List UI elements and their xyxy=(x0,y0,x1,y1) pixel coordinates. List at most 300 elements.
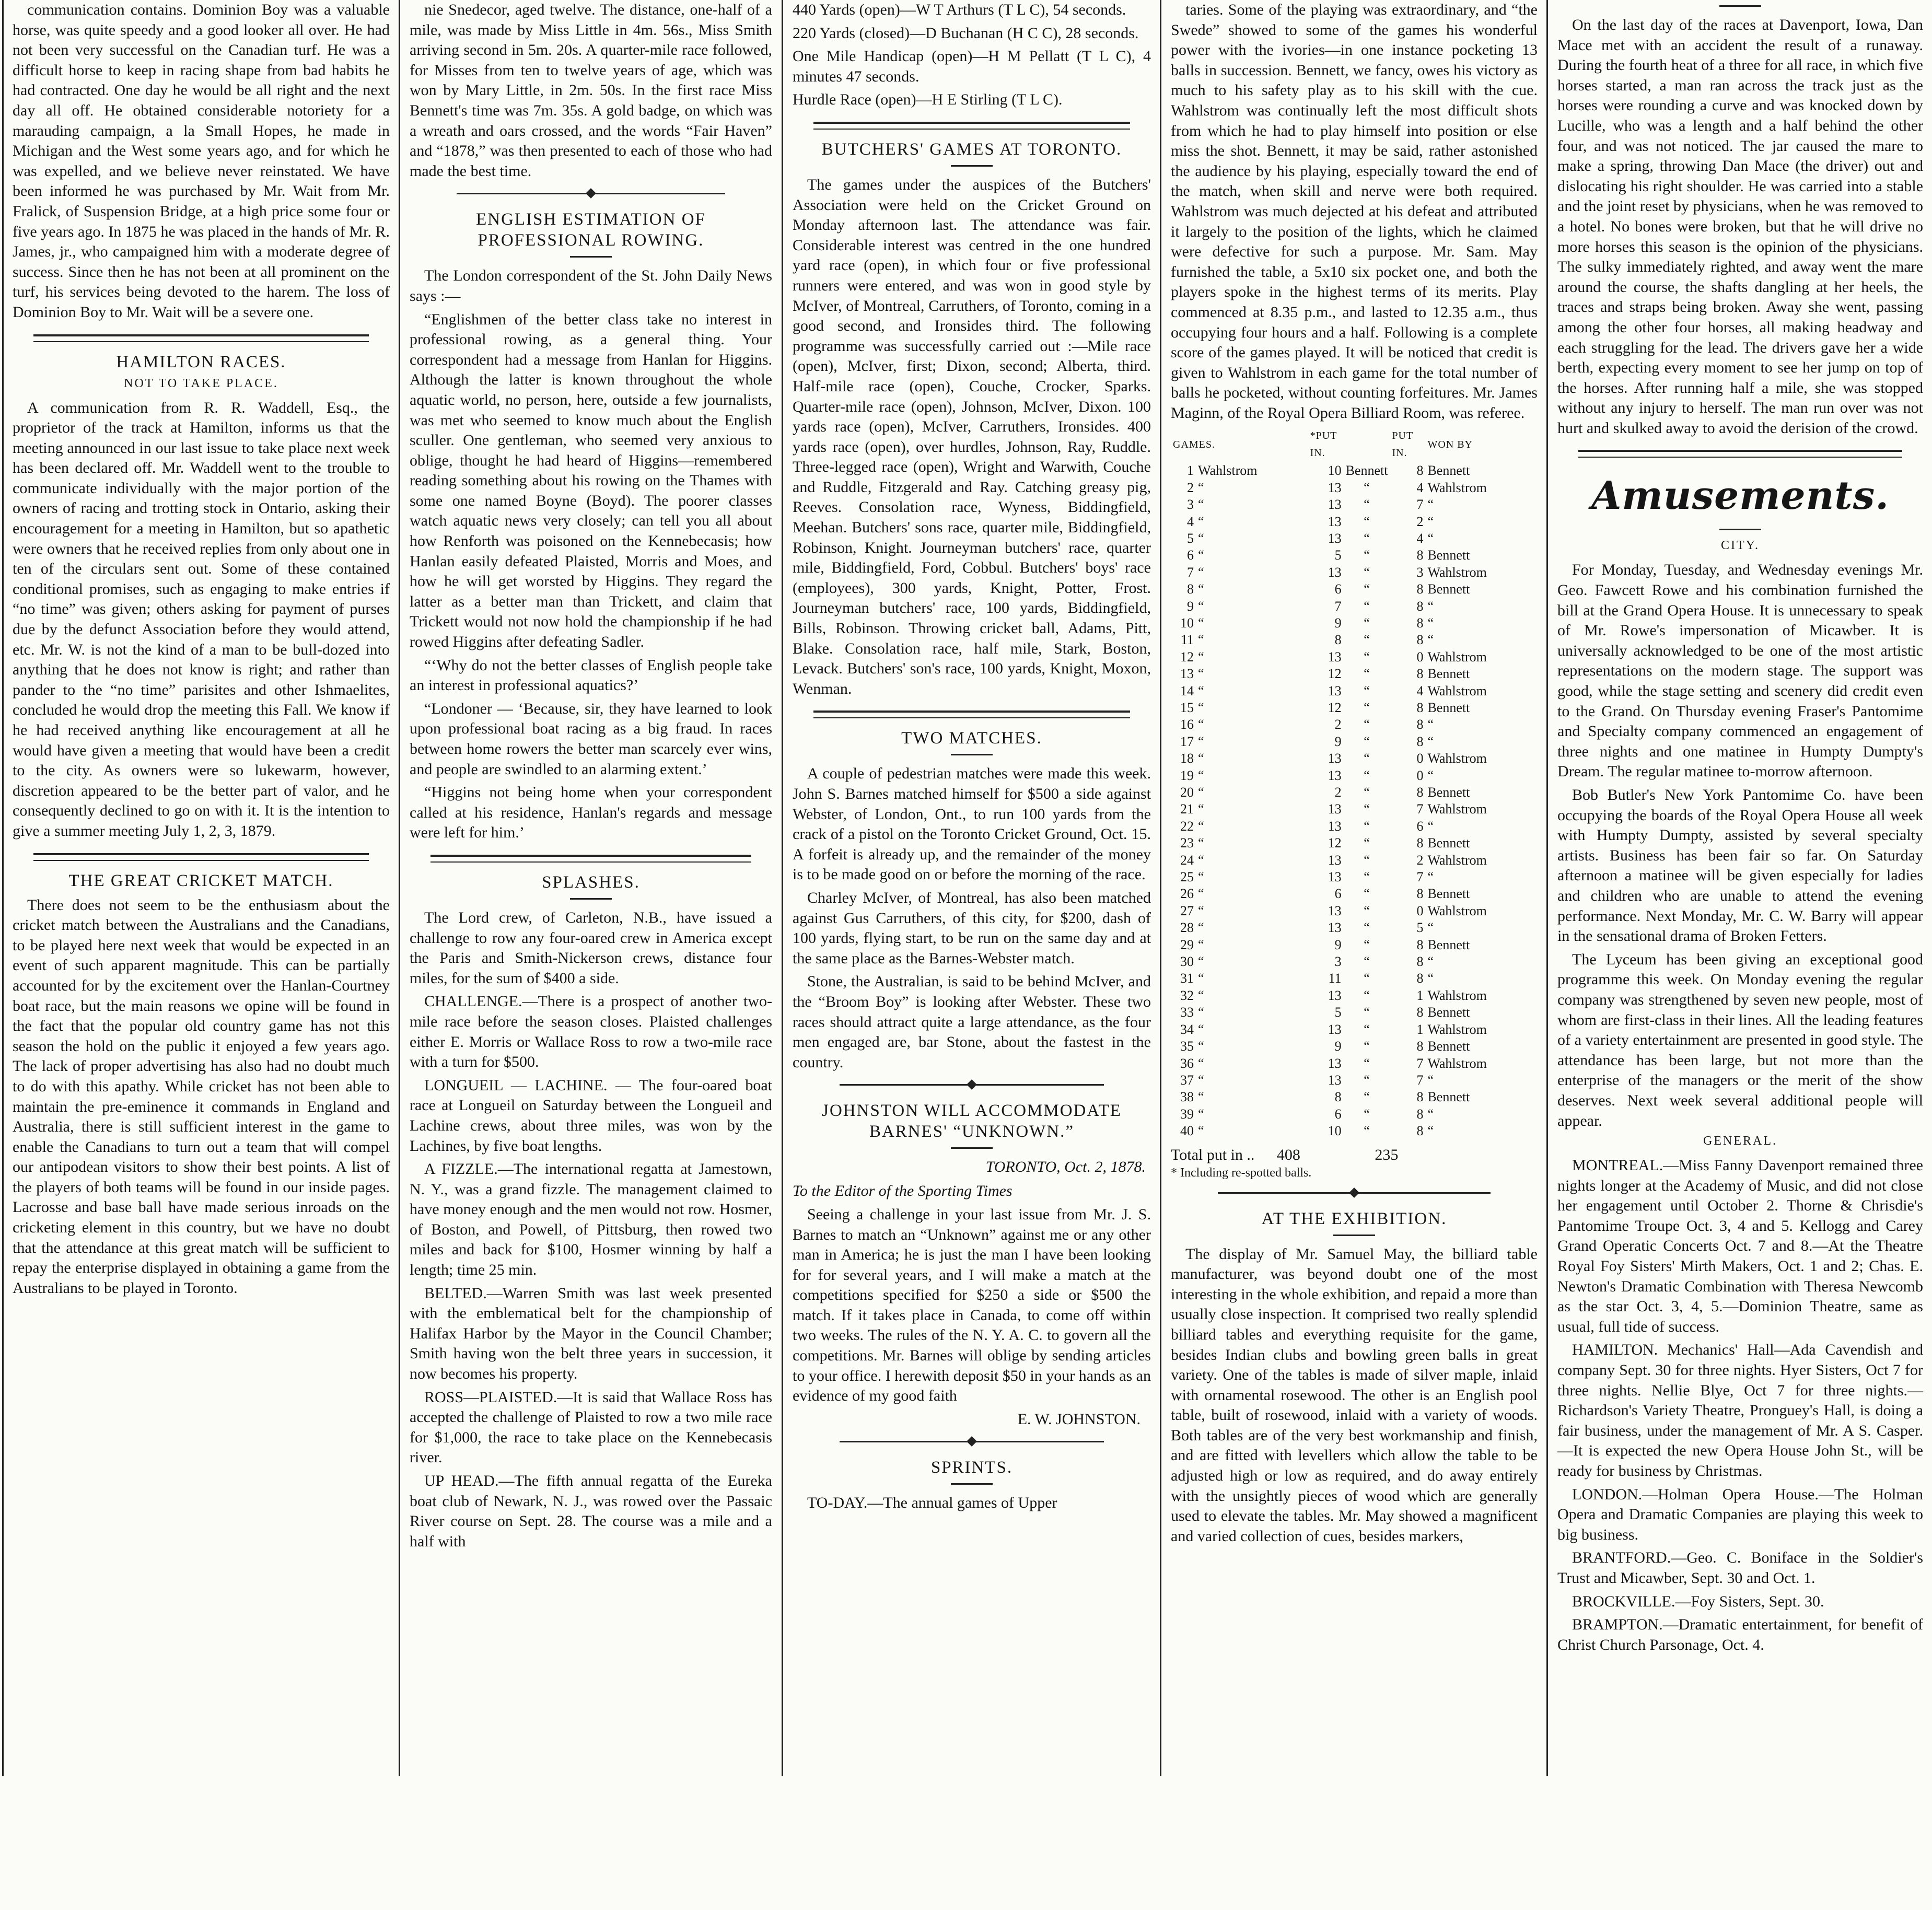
winner: “ xyxy=(1427,1072,1434,1088)
score-row xyxy=(1171,598,1538,615)
winner: Wahlstrom xyxy=(1427,564,1487,580)
player-a-put-in: 13 xyxy=(1328,869,1342,885)
player-a: “ xyxy=(1198,1089,1204,1105)
game-number: 13 xyxy=(1180,666,1194,682)
winner: Bennett xyxy=(1427,886,1470,902)
game-number: 36 xyxy=(1180,1055,1194,1071)
game-number: 31 xyxy=(1180,971,1194,986)
player-a: “ xyxy=(1198,1055,1204,1071)
paragraph: The Lord crew, of Carleton, N.B., have issued a challenge to row any four-oared crew in America except the Paris and Smith-Nickerson crews, distance four miles, for the sum of $400 a side. xyxy=(410,909,772,987)
winner: Wahlstrom xyxy=(1427,480,1487,495)
score-row xyxy=(1171,784,1538,801)
player-a-put-in: 13 xyxy=(1328,514,1342,529)
player-a: “ xyxy=(1198,987,1204,1003)
butchers-games-text xyxy=(793,175,1151,699)
winner: “ xyxy=(1427,920,1434,936)
player-a: “ xyxy=(1198,598,1204,614)
player-b: “ xyxy=(1364,818,1370,834)
rowing-text xyxy=(410,266,772,843)
game-number: 34 xyxy=(1180,1021,1194,1037)
paragraph: The London correspondent of the St. John Daily News says :— xyxy=(410,267,772,305)
score-row xyxy=(1171,496,1538,513)
player-b-put-in: 8 xyxy=(1416,1123,1424,1139)
player-b-put-in: 7 xyxy=(1416,1072,1424,1088)
double-rule xyxy=(813,122,1130,130)
player-b: “ xyxy=(1364,733,1370,749)
paragraph: There does not seem to be the enthusiasm about the cricket match between the Australians and the Canadians, to be played here next week that would be expected in an event of such apparent magnitude. This can be partially accounted for by the excitement over the Hanlan-Courtney boat race, but the main reasons we opine will be found in the fact that the popular old country game has not this season the hold on the public it enjoyed a few years ago. The lack of proper advertising has also had no doubt much to do with this apathy. While cricket has not been able to maintain the pre-eminence it commands in England and Australia, there is still sufficient interest in the game to enable the Canadians to turn out a team that will compel our antipodean visitors to show their best points. A list of the players of both teams will be found in our inside pages. Lacrosse and base ball have made serious inroads on the cricketing element in this country, but we have no doubt that the attendance at this great match will be sufficient to repay the enterprise displayed in obtaining a game from the Australians to be played in Toronto. xyxy=(13,896,390,1297)
score-row xyxy=(1171,666,1538,682)
score-totals xyxy=(1171,1145,1538,1165)
player-b: “ xyxy=(1364,480,1370,495)
player-b: “ xyxy=(1364,666,1370,682)
player-b: “ xyxy=(1364,937,1370,952)
player-a: “ xyxy=(1198,1106,1204,1122)
player-b-put-in: 2 xyxy=(1416,852,1424,868)
player-b: “ xyxy=(1364,1089,1370,1105)
paragraph: “‘Why do not the better classes of English people take an interest in professional aquatics?’ xyxy=(410,656,772,694)
player-b: “ xyxy=(1364,700,1370,715)
amusements-heading: Amusements. xyxy=(1591,473,1890,519)
dateline: TORONTO, Oct. 2, 1878. xyxy=(985,1158,1146,1176)
section-label: GENERAL. xyxy=(1703,1134,1777,1148)
player-b: “ xyxy=(1364,649,1370,665)
player-a: Wahlstrom xyxy=(1198,463,1258,479)
player-b-put-in: 3 xyxy=(1416,564,1424,580)
player-a: “ xyxy=(1198,615,1204,631)
player-a-put-in: 5 xyxy=(1334,548,1342,563)
winner: “ xyxy=(1427,598,1434,614)
player-a: “ xyxy=(1198,564,1204,580)
player-a-put-in: 13 xyxy=(1328,1072,1342,1088)
game-number: 17 xyxy=(1180,733,1194,749)
player-b-put-in: 0 xyxy=(1416,751,1424,766)
player-a-put-in: 3 xyxy=(1334,954,1342,970)
player-a-put-in: 6 xyxy=(1334,1106,1342,1122)
game-number: 26 xyxy=(1180,886,1194,902)
paragraph: Charley McIver, of Montreal, has also been matched against Gus Carruthers, of this city, for $200, dash of 100 yards, flying start, to be run on the same day and at the same place as the Barnes-Webster match. xyxy=(793,889,1151,967)
player-b: “ xyxy=(1364,1005,1370,1020)
player-a-put-in: 13 xyxy=(1328,852,1342,868)
player-b: “ xyxy=(1364,1123,1370,1139)
score-row xyxy=(1171,1072,1538,1089)
game-number: 21 xyxy=(1180,801,1194,817)
paragraph: Seeing a challenge in your last issue from Mr. J. S. Barnes to match an “Unknown” against me or any other man in America; he is just the man I have been looking for for several years, and I will make a match at the competitions specified for $250 a side or $500 the match. If it takes place in Canada, to come off within two weeks. The rules of the N. Y. A. C. to govern all the competitions. Mr. Barnes will oblige by sending articles to your office. I herewith deposit $50 in your hands as an evidence of my good faith xyxy=(793,1205,1151,1405)
game-number: 12 xyxy=(1180,649,1194,665)
paragraph: The Lyceum has been giving an exceptional good programme this week. On Monday evening the regular company was strengthened by seven new people, most of whom are first-class in their lines. All the leading features of a variety entertainment are presented in good style. The attendance has been large, but not more than the enterprise of the managers or the merit of the show deserves. Next week several additional people will appear. xyxy=(1557,950,1923,1129)
billiard-score-table xyxy=(1171,426,1538,1139)
winner: Wahlstrom xyxy=(1427,683,1487,698)
column-3 xyxy=(785,0,1158,1776)
hamilton-races-text xyxy=(13,398,390,842)
game-number: 39 xyxy=(1180,1106,1194,1122)
winner: “ xyxy=(1427,869,1434,885)
player-a: “ xyxy=(1198,801,1204,817)
player-a-put-in: 11 xyxy=(1328,971,1342,986)
player-b: “ xyxy=(1364,1106,1370,1122)
score-row xyxy=(1171,886,1538,902)
won-by-header: WON BY xyxy=(1427,438,1473,450)
game-number: 20 xyxy=(1180,785,1194,800)
player-a: “ xyxy=(1198,717,1204,732)
player-a: “ xyxy=(1198,480,1204,495)
splashes-text xyxy=(410,908,772,1552)
winner: Wahlstrom xyxy=(1427,1021,1487,1037)
score-row xyxy=(1171,632,1538,648)
score-row xyxy=(1171,1021,1538,1038)
winner: “ xyxy=(1427,767,1434,783)
paragraph: TO-DAY.—The annual games of Upper xyxy=(807,1494,1057,1511)
score-row xyxy=(1171,767,1538,784)
game-number: 30 xyxy=(1180,954,1194,970)
player-b: “ xyxy=(1364,835,1370,851)
dan-mace-accident-text xyxy=(1557,15,1923,438)
player-b: “ xyxy=(1364,581,1370,597)
paragraph: UP HEAD.—The fifth annual regatta of the Eureka boat club of Newark, N. J., was rowed over the Passaic River course on Sept. 28. The course was a mile and a half with xyxy=(410,1472,772,1550)
race-results-text xyxy=(793,0,1151,110)
article-heading: TWO MATCHES. xyxy=(901,729,1042,748)
score-row xyxy=(1171,462,1538,479)
total-bennett: 235 xyxy=(1375,1146,1399,1163)
player-a: “ xyxy=(1198,767,1204,783)
column-1 xyxy=(5,0,397,1776)
article-heading: ENGLISH ESTIMATION OF PROFESSIONAL ROWING. xyxy=(476,210,706,250)
sprints-text xyxy=(793,1493,1151,1513)
player-b: “ xyxy=(1364,971,1370,986)
game-number: 27 xyxy=(1180,903,1194,918)
player-a: “ xyxy=(1198,751,1204,766)
paragraph: Hurdle Race (open)—H E Stirling (T L C). xyxy=(793,91,1063,109)
player-a: “ xyxy=(1198,835,1204,851)
player-a-put-in: 13 xyxy=(1328,530,1342,546)
paragraph: For Monday, Tuesday, and Wednesday evenings Mr. Geo. Fawcett Rowe and his combination furnished the bill at the Grand Opera House. It is unnecessary to speak of Mr. Rowe's impersonation of Micawber. It is universally acknowledged to be one of the most artistic representations on the modern stage. The support was good, while the stage setting and scenery did credit even to the Grand. On Thursday evening Fraser's Pantomime and Specialty company commenced an engagement of three nights and one matinee in Humpty Dumpty's Dream. The regular matinee to-morrow afternoon. xyxy=(1557,561,1923,781)
winner: Bennett xyxy=(1427,666,1470,682)
games-header: GAMES. xyxy=(1173,438,1216,450)
player-a: “ xyxy=(1198,852,1204,868)
game-number: 2 xyxy=(1187,480,1194,495)
player-b-put-in: 8 xyxy=(1416,971,1424,986)
score-row xyxy=(1171,801,1538,818)
winner: Bennett xyxy=(1427,1039,1470,1054)
player-b-put-in: 6 xyxy=(1416,818,1424,834)
player-a-put-in: 12 xyxy=(1328,700,1342,715)
paragraph: BRAMPTON.—Dramatic entertainment, for benefit of Christ Church Parsonage, Oct. 4. xyxy=(1557,1616,1923,1653)
paragraph: LONDON.—Holman Opera House.—The Holman Opera and Dramatic Companies are playing this week to big business. xyxy=(1557,1485,1923,1543)
player-b: “ xyxy=(1364,801,1370,817)
winner: Bennett xyxy=(1427,785,1470,800)
winner: Bennett xyxy=(1427,463,1470,479)
short-rule xyxy=(1333,1234,1375,1236)
city-amusements-text xyxy=(1557,560,1923,1131)
player-b-put-in: 0 xyxy=(1416,767,1424,783)
ornamental-rule xyxy=(840,1441,1104,1448)
player-b: “ xyxy=(1364,717,1370,732)
game-number: 24 xyxy=(1180,852,1194,868)
player-b: “ xyxy=(1364,751,1370,766)
short-rule xyxy=(570,256,612,258)
paragraph: A couple of pedestrian matches were made this week. John S. Barnes matched himself for $500 a side against Webster, of London, Ont., to run 100 yards from the crack of a pistol on the Toronto Cricket Ground, Oct. 15. A forfeit is already up, and the remainder of the money is to be made good on or before the morning of the race. xyxy=(793,765,1151,883)
paragraph: Bob Butler's New York Pantomime Co. have been occupying the boards of the Royal Opera House all week with Humpty Dumpty, assisted by several specialty artists. Business has been fair so far. On Saturday afternoon a matinee will be given especially for ladies and children who are unable to attend the evening performance. Next Monday, Mr. C. W. Barry will appear in the sensational drama of Broken Fetters. xyxy=(1557,786,1923,945)
ornamental-rule xyxy=(840,1084,1104,1091)
game-number: 1 xyxy=(1187,463,1194,479)
player-b-put-in: 7 xyxy=(1416,497,1424,513)
paragraph: taries. Some of the playing was extraordinary, and “the Swede” showed to some of the games his wonderful power with the ivories—in one instance pocketing 13 balls in succession. Bennett, we fancy, owes his victory as much to his safety play as to his skill with the cue. Wahlstrom was continually left the most difficult shots from which he had to play himself into position or else miss the shot. Bennett, it may be said, rather astonished the audience by his playing, especially toward the end of the match, when skill and nerve were both required. Wahlstrom was much dejected at his defeat and attributed it largely to the position of the lights, which he claimed were defective for such a purpose. Mr. Sam. May furnished the table, a 5x10 six pocket one, and both the players spoke in the highest terms of its merits. Play commenced at 8.35 p.m., and lasted to 12.35 a.m., thus occupying four hours and a half. Following is a complete score of the games played. It will be noticed that credit is given to Wahlstrom in each game for the total number of balls he pocketed, without counting forfeitures. Mr. James Maginn, of the Royal Opera Billiard Room, was referee. xyxy=(1171,1,1538,422)
score-row xyxy=(1171,987,1538,1004)
score-row xyxy=(1171,514,1538,530)
column-2 xyxy=(402,0,779,1776)
winner: Bennett xyxy=(1427,1089,1470,1105)
player-a-put-in: 13 xyxy=(1328,564,1342,580)
player-b-put-in: 8 xyxy=(1416,733,1424,749)
short-rule xyxy=(951,165,993,167)
player-a-put-in: 9 xyxy=(1334,937,1342,952)
winner: “ xyxy=(1427,615,1434,631)
player-a: “ xyxy=(1198,886,1204,902)
player-a-put-in: 10 xyxy=(1328,1123,1342,1139)
player-a: “ xyxy=(1198,649,1204,665)
player-a: “ xyxy=(1198,632,1204,648)
player-a-put-in: 6 xyxy=(1334,581,1342,597)
score-row xyxy=(1171,970,1538,987)
player-b-put-in: 2 xyxy=(1416,514,1424,529)
ornamental-rule xyxy=(1218,1192,1491,1199)
game-number: 16 xyxy=(1180,717,1194,732)
winner: Wahlstrom xyxy=(1427,1055,1487,1071)
player-b: “ xyxy=(1364,548,1370,563)
player-b-put-in: 8 xyxy=(1416,548,1424,563)
double-rule xyxy=(430,855,751,863)
player-b-put-in: 1 xyxy=(1416,1021,1424,1037)
game-number: 33 xyxy=(1180,1005,1194,1020)
score-row xyxy=(1171,547,1538,564)
player-a: “ xyxy=(1198,954,1204,970)
score-row xyxy=(1171,919,1538,936)
player-a-put-in: 7 xyxy=(1334,598,1342,614)
winner: “ xyxy=(1427,717,1434,732)
winner: Wahlstrom xyxy=(1427,852,1487,868)
dominion-boy-text xyxy=(13,0,390,323)
paragraph: BROCKVILLE.—Foy Sisters, Sept. 30. xyxy=(1572,1592,1824,1610)
short-rule xyxy=(1719,529,1761,530)
winner: “ xyxy=(1427,514,1434,529)
player-b-put-in: 8 xyxy=(1416,717,1424,732)
game-number: 37 xyxy=(1180,1072,1194,1088)
section-label: CITY. xyxy=(1721,539,1760,553)
player-b: “ xyxy=(1364,564,1370,580)
player-a: “ xyxy=(1198,530,1204,546)
player-b: “ xyxy=(1364,1072,1370,1088)
score-row xyxy=(1171,581,1538,598)
put-in-header: PUT IN. xyxy=(1392,430,1413,459)
paragraph: BRANTFORD.—Geo. C. Boniface in the Soldier's Trust and Micawber, Sept. 30 and Oct. 1. xyxy=(1557,1549,1923,1587)
score-row xyxy=(1171,937,1538,953)
winner: “ xyxy=(1427,632,1434,648)
johnston-letter-text xyxy=(793,1205,1151,1406)
player-a: “ xyxy=(1198,971,1204,986)
short-rule xyxy=(951,754,993,755)
put-in-header: *PUT IN. xyxy=(1310,430,1337,459)
player-b-put-in: 8 xyxy=(1416,1039,1424,1054)
player-b-put-in: 8 xyxy=(1416,700,1424,715)
player-b-put-in: 8 xyxy=(1416,835,1424,851)
player-a-put-in: 5 xyxy=(1334,1005,1342,1020)
player-a: “ xyxy=(1198,1021,1204,1037)
player-b-put-in: 8 xyxy=(1416,666,1424,682)
score-row xyxy=(1171,480,1538,496)
player-a-put-in: 10 xyxy=(1328,463,1342,479)
score-row xyxy=(1171,683,1538,700)
game-number: 14 xyxy=(1180,683,1194,698)
player-a-put-in: 13 xyxy=(1328,767,1342,783)
player-a: “ xyxy=(1198,497,1204,513)
paragraph: LONGUEIL — LACHINE. — The four-oared boat race at Longueil on Saturday between the Longueil and Lachine crews, about three miles, was won by the Lachines, by five boat lengths. xyxy=(410,1076,772,1155)
player-b-put-in: 8 xyxy=(1416,937,1424,952)
winner: Wahlstrom xyxy=(1427,649,1487,665)
score-row xyxy=(1171,869,1538,886)
short-rule xyxy=(1719,5,1761,7)
player-a-put-in: 13 xyxy=(1328,497,1342,513)
player-b-put-in: 8 xyxy=(1416,954,1424,970)
paragraph: BELTED.—Warren Smith was last week presented with the emblematical belt for the championship of Halifax Harbor by the Mayor in the Council Chamber; Smith having won the belt three years in succession, it now becomes his property. xyxy=(410,1284,772,1383)
game-number: 35 xyxy=(1180,1039,1194,1054)
player-a-put-in: 13 xyxy=(1328,920,1342,936)
player-b-put-in: 7 xyxy=(1416,801,1424,817)
player-a-put-in: 13 xyxy=(1328,683,1342,698)
game-number: 9 xyxy=(1187,598,1194,614)
player-b-put-in: 5 xyxy=(1416,920,1424,936)
winner: Wahlstrom xyxy=(1427,801,1487,817)
player-a-put-in: 9 xyxy=(1334,1039,1342,1054)
player-b-put-in: 8 xyxy=(1416,1089,1424,1105)
player-b: Bennett xyxy=(1345,463,1388,479)
score-row xyxy=(1171,953,1538,970)
game-number: 28 xyxy=(1180,920,1194,936)
game-number: 38 xyxy=(1180,1089,1194,1105)
paragraph: “Londoner — ‘Because, sir, they have learned to look upon professional boat racing as a big fraud. In races between home rowers the better man scarcely ever wins, and people are swindled to an alarming extent.’ xyxy=(410,700,772,778)
paragraph: A FIZZLE.—The international regatta at Jamestown, N. Y., was a grand fizzle. The management claimed to have money enough and the men would not row. Hosmer, of Boston, and Powell, of Pittsburg, then rowed two miles and back for $100, Hosmer winning by half a length; time 25 min. xyxy=(410,1160,772,1279)
player-a: “ xyxy=(1198,818,1204,834)
player-a: “ xyxy=(1198,785,1204,800)
paragraph: HAMILTON. Mechanics' Hall—Ada Cavendish and company Sept. 30 for three nights. Hyer Sisters, Oct 7 for three nights. Nellie Blye, Oct 7 for three nights.—Richardson's Variety Theatre, Pronguey's Hall, is doing a fair business, under the management of Mr. A S. Casper.—It is expected the new Opera House John St., will be ready for business by Christmas. xyxy=(1557,1341,1923,1480)
player-a: “ xyxy=(1198,514,1204,529)
winner: “ xyxy=(1427,733,1434,749)
player-b-put-in: 8 xyxy=(1416,1106,1424,1122)
short-rule xyxy=(570,898,612,900)
general-amusements-text xyxy=(1557,1156,1923,1655)
player-b: “ xyxy=(1364,852,1370,868)
player-b: “ xyxy=(1364,514,1370,529)
article-heading: JOHNSTON WILL ACCOMMODATE BARNES' “UNKNOWN.” xyxy=(822,1101,1122,1142)
game-number: 7 xyxy=(1187,564,1194,580)
player-a-put-in: 13 xyxy=(1328,903,1342,918)
article-heading: HAMILTON RACES. xyxy=(116,352,286,371)
player-a: “ xyxy=(1198,700,1204,715)
game-number: 29 xyxy=(1180,937,1194,952)
player-b-put-in: 8 xyxy=(1416,615,1424,631)
game-number: 5 xyxy=(1187,530,1194,546)
player-b: “ xyxy=(1364,954,1370,970)
player-a: “ xyxy=(1198,937,1204,952)
total-label: Total put in .. xyxy=(1171,1146,1255,1163)
paragraph: nie Snedecor, aged twelve. The distance, one-half of a mile, was made by Miss Little in 4m. 56s., Miss Smith arriving second in 5m. 20s. A quarter-mile race followed, for Misses from ten to twelve years of age, which was won by Mary Little, in 2m. 50s. In the first race Miss Bennett's time was 7m. 35s. A gold badge, on which was a wreath and oars crossed, and the words “Fair Haven” and “1878,” was then presented to each of those who had made the best time. xyxy=(410,1,772,180)
player-b-put-in: 8 xyxy=(1416,463,1424,479)
winner: “ xyxy=(1427,818,1434,834)
double-rule xyxy=(813,711,1130,718)
column-4 xyxy=(1163,0,1545,1776)
winner: Bennett xyxy=(1427,700,1470,715)
article-heading: SPLASHES. xyxy=(542,872,640,892)
score-row xyxy=(1171,716,1538,733)
article-heading: AT THE EXHIBITION. xyxy=(1261,1209,1447,1228)
score-row xyxy=(1171,1004,1538,1021)
score-row xyxy=(1171,1038,1538,1055)
player-b: “ xyxy=(1364,497,1370,513)
player-b: “ xyxy=(1364,615,1370,631)
double-rule xyxy=(33,334,369,342)
winner: Bennett xyxy=(1427,937,1470,952)
player-a-put-in: 9 xyxy=(1334,615,1342,631)
ornamental-rule xyxy=(457,193,725,200)
winner: Bennett xyxy=(1427,548,1470,563)
cricket-match-text xyxy=(13,895,390,1299)
winner: Wahlstrom xyxy=(1427,987,1487,1003)
column-5 xyxy=(1550,0,1930,1776)
paragraph: One Mile Handicap (open)—H M Pellatt (T L C), 4 minutes 47 seconds. xyxy=(793,48,1151,85)
player-a: “ xyxy=(1198,1039,1204,1054)
article-subheading: NOT TO TAKE PLACE. xyxy=(124,376,278,390)
player-b-put-in: 4 xyxy=(1416,683,1424,698)
billiard-match-text xyxy=(1171,0,1538,423)
player-b: “ xyxy=(1364,632,1370,648)
game-number: 22 xyxy=(1180,818,1194,834)
score-row xyxy=(1171,649,1538,666)
paragraph: The games under the auspices of the Butchers' Association were held on the Cricket Ground on Monday afternoon last. The attendance was fair. Considerable interest was centred in the one hundred yard race (open), in which four or five professional runners were entered, and was won in good style by McIver, of Montreal, Carruthers, of Toronto, coming in a good second, and Ironsides third. The following programme was successfully carried out :—Mile race (open), McIver, first; Dixon, second; Alberta, third. Half-mile race (open), Couche, Crocker, Sparks. Quarter-mile race (open), Johnson, McIver, Dixon. 100 yards race (open), McIver, Carruthers, Ironsides. 400 yards race (open), over hurdles, Johnson, Ray, Ruddle. Three-legged race (open), Wright and Warwith, Couche and Ruddle, Fitzgerald and Ray. Catching greasy pig, Reeves. Consolation race, Wyness, Biddingfield, Meehan. Butchers' sons race, quarter mile, Biddingfield, Robinson, Knight. Journeyman butchers' race, quarter mile, Biddingfield, Ford, Cobbul. Butchers' boys' race (employees), 300 yards, Knight, Potter, Frost. Journeyman butchers' race, 100 yards, Biddingfield, Bills, Robinson. Throwing cricket ball, Adams, Pitt, Blake. Consolation race, half mile, Stark, Boston, Levack. Butchers' son's race, 100 yards, Knight, Moxon, Wenman. xyxy=(793,176,1151,697)
player-a: “ xyxy=(1198,666,1204,682)
player-a: “ xyxy=(1198,733,1204,749)
winner: Wahlstrom xyxy=(1427,903,1487,918)
player-a-put-in: 12 xyxy=(1328,666,1342,682)
player-a: “ xyxy=(1198,548,1204,563)
player-b-put-in: 7 xyxy=(1416,1055,1424,1071)
game-number: 18 xyxy=(1180,751,1194,766)
column-rule xyxy=(2,0,4,1776)
score-footnote: * Including re-spotted balls. xyxy=(1171,1166,1312,1180)
player-b: “ xyxy=(1364,886,1370,902)
player-a-put-in: 2 xyxy=(1334,717,1342,732)
score-row xyxy=(1171,750,1538,767)
article-heading: THE GREAT CRICKET MATCH. xyxy=(68,871,334,890)
player-a-put-in: 13 xyxy=(1328,987,1342,1003)
paragraph: “Englishmen of the better class take no interest in professional rowing, as a general thing. Your correspondent had a message from Hanlan for Higgins. Although the latter is known throughout the whole aquatic world, no person, here, outside a few journalists, was met who seemed to know much about the English sculler. One gentleman, who seemed very anxious to oblige, thought he had heard of Higgins—remembered reading something about his rowing on the Thames with some one named Boyne (Boyd). The poorer classes watch aquatic news very closely; can tell you all about how Renforth was poisoned on the Kennebecasis; how Hanlan easily defeated Plaisted, Morris and Moes, and how he will get worsted by Higgins. They regard the latter as a better man than Trickett, and claim that Trickett would not now hold the championship if he had rowed Higgins after defeating Sadler. xyxy=(410,310,772,651)
game-number: 4 xyxy=(1187,514,1194,529)
two-matches-text xyxy=(793,764,1151,1073)
player-a-put-in: 8 xyxy=(1334,1089,1342,1105)
game-number: 6 xyxy=(1187,548,1194,563)
winner: Bennett xyxy=(1427,835,1470,851)
column-rule xyxy=(1546,0,1548,1776)
double-rule xyxy=(1578,450,1902,458)
score-header-row xyxy=(1171,426,1538,462)
player-a: “ xyxy=(1198,869,1204,885)
score-row xyxy=(1171,733,1538,750)
paragraph: 220 Yards (closed)—D Buchanan (H C C), 28 seconds. xyxy=(793,24,1139,42)
game-number: 10 xyxy=(1180,615,1194,631)
paragraph: ROSS—PLAISTED.—It is said that Wallace Ross has accepted the challenge of Plaisted to row a two mile race for $1,000, the race to take place on the Kennebecasis river. xyxy=(410,1388,772,1466)
game-number: 8 xyxy=(1187,581,1194,597)
player-b-put-in: 4 xyxy=(1416,480,1424,495)
score-row xyxy=(1171,835,1538,852)
paragraph: “Higgins not being home when your correspondent called at his residence, Hanlan's regards and message were left for him.’ xyxy=(410,784,772,842)
player-a: “ xyxy=(1198,683,1204,698)
